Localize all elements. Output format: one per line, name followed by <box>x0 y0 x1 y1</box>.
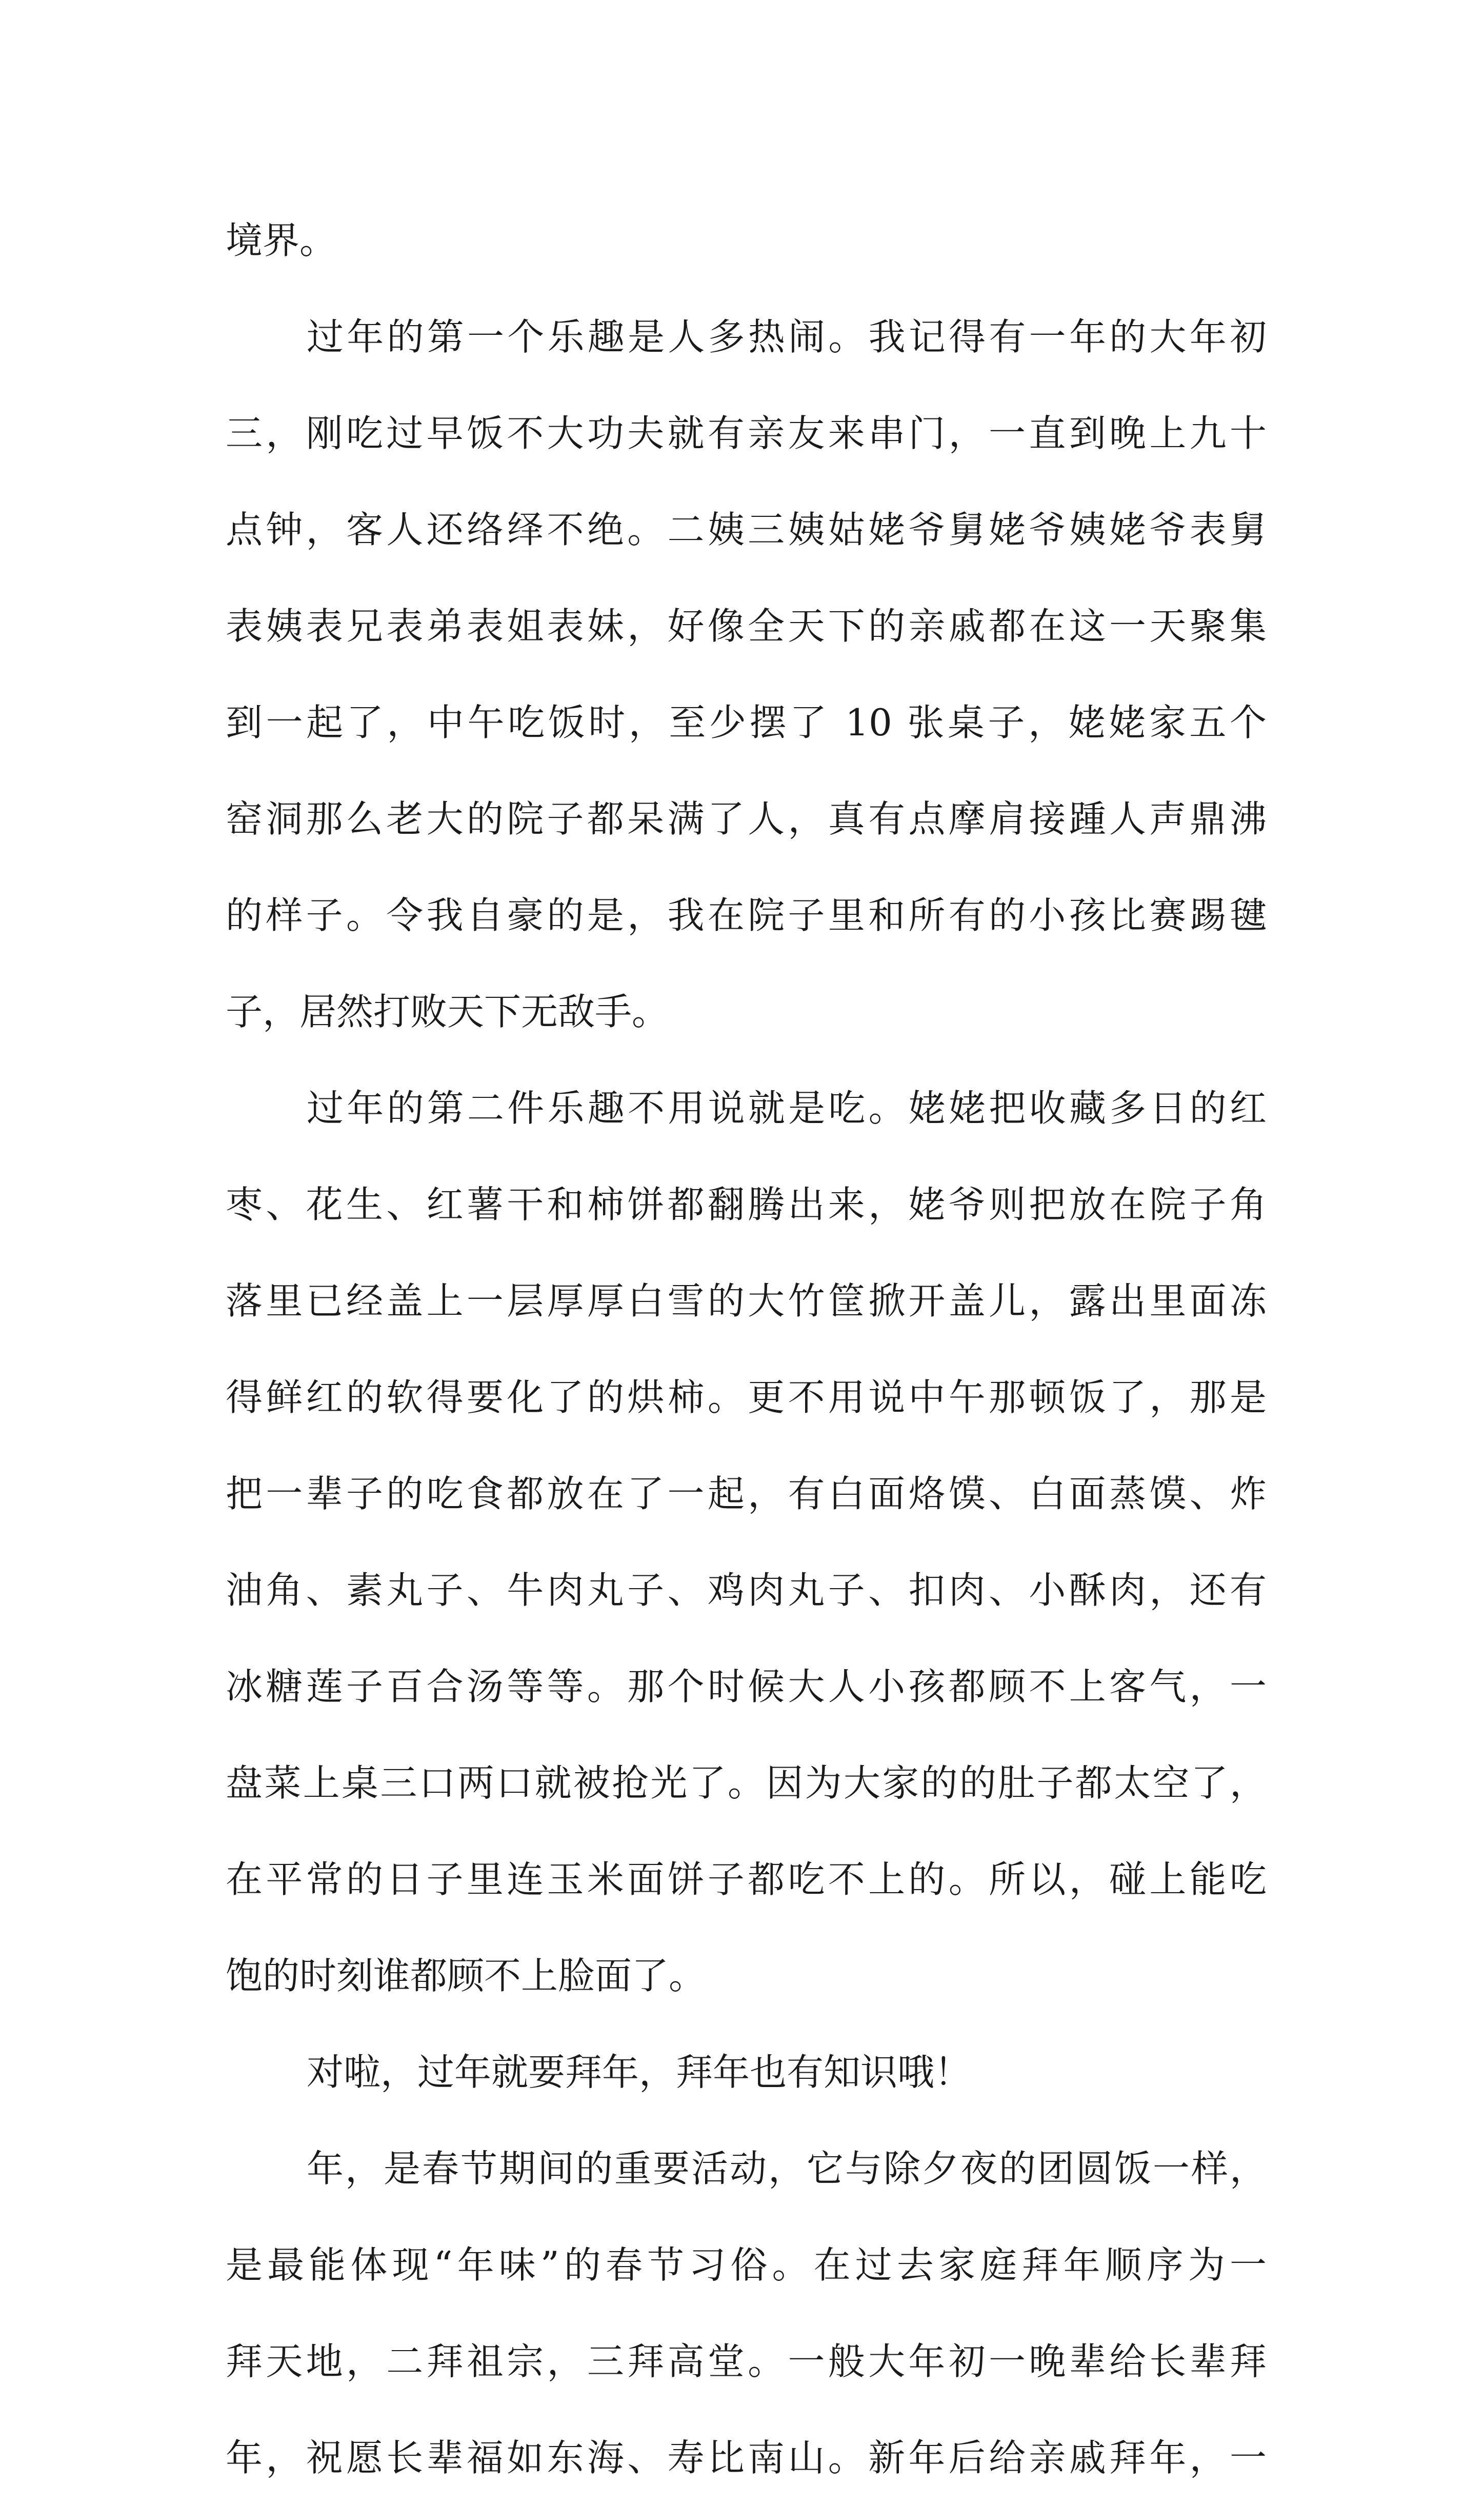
paragraph-first-line: 过年的第一个乐趣是人多热闹。我记得有一年的大年初 <box>307 315 1267 358</box>
text-line: 境界。 <box>226 219 337 262</box>
text-line: 三，刚吃过早饭不大功夫就有亲友来串门，一直到晚上九十 <box>226 412 1267 455</box>
text-line: 冰糖莲子百合汤等等。那个时候大人小孩都顾不上客气，一 <box>226 1665 1267 1708</box>
text-line: 盘菜上桌三口两口就被抢光了。因为大家的的肚子都太空了， <box>226 1761 1267 1805</box>
text-line: 窑洞那么老大的院子都呆满了人，真有点摩肩接踵人声鼎沸 <box>226 797 1267 840</box>
paragraph-first-line: 年，是春节期间的重要活动，它与除夕夜的团圆饭一样， <box>307 2147 1267 2190</box>
text-line: 在平常的日子里连玉米面饼子都吃不上的。所以，碰上能吃 <box>226 1858 1267 1901</box>
paragraph-first-line: 过年的第二件乐趣不用说就是吃。姥姥把收藏多日的红 <box>307 1087 1267 1130</box>
text-line: 落里已经盖上一层厚厚白雪的大竹筐掀开盖儿，露出里面冻 <box>226 1279 1267 1322</box>
text-line: 油角、素丸子、牛肉丸子、鸡肉丸子、扣肉、小酥肉，还有 <box>226 1569 1267 1612</box>
text-line: 是最能体现“年味”的春节习俗。在过去家庭拜年顺序为一 <box>226 2243 1267 2287</box>
text-line: 拜天地，二拜祖宗，三拜高堂。一般大年初一晚辈给长辈拜 <box>226 2340 1267 2383</box>
text-line: 饱的时刻谁都顾不上脸面了。 <box>226 1954 706 1997</box>
body-text <box>226 192 1267 2506</box>
text-line: 表姨表兄表弟表姐表妹，好像全天下的亲戚都在这一天聚集 <box>226 605 1267 648</box>
text-line: 点钟，客人还络绎不绝。二姨三姨姑姥爷舅姥爷姨姥爷表舅 <box>226 508 1267 551</box>
text-line: 枣、花生、红薯干和柿饼都翻腾出来，姥爷则把放在院子角 <box>226 1183 1267 1226</box>
text-line: 到一起了，中午吃饭时，至少摆了 10 张桌子，姥姥家五个 <box>226 701 1267 744</box>
paragraph-first-line: 对啦，过年就要拜年，拜年也有知识哦！ <box>307 2051 972 2094</box>
text-line: 把一辈子的吃食都放在了一起，有白面烙馍、白面蒸馍、炸 <box>226 1472 1267 1515</box>
text-line: 得鲜红的软得要化了的烘柿。更不用说中午那顿饭了，那是 <box>226 1376 1267 1419</box>
text-line: 子，居然打败天下无敌手。 <box>226 990 669 1033</box>
text-line: 年，祝愿长辈福如东海、寿比南山。新年后给亲戚拜年，一 <box>226 2436 1267 2479</box>
text-line: 的样子。令我自豪的是，我在院子里和所有的小孩比赛踢毽 <box>226 894 1267 937</box>
